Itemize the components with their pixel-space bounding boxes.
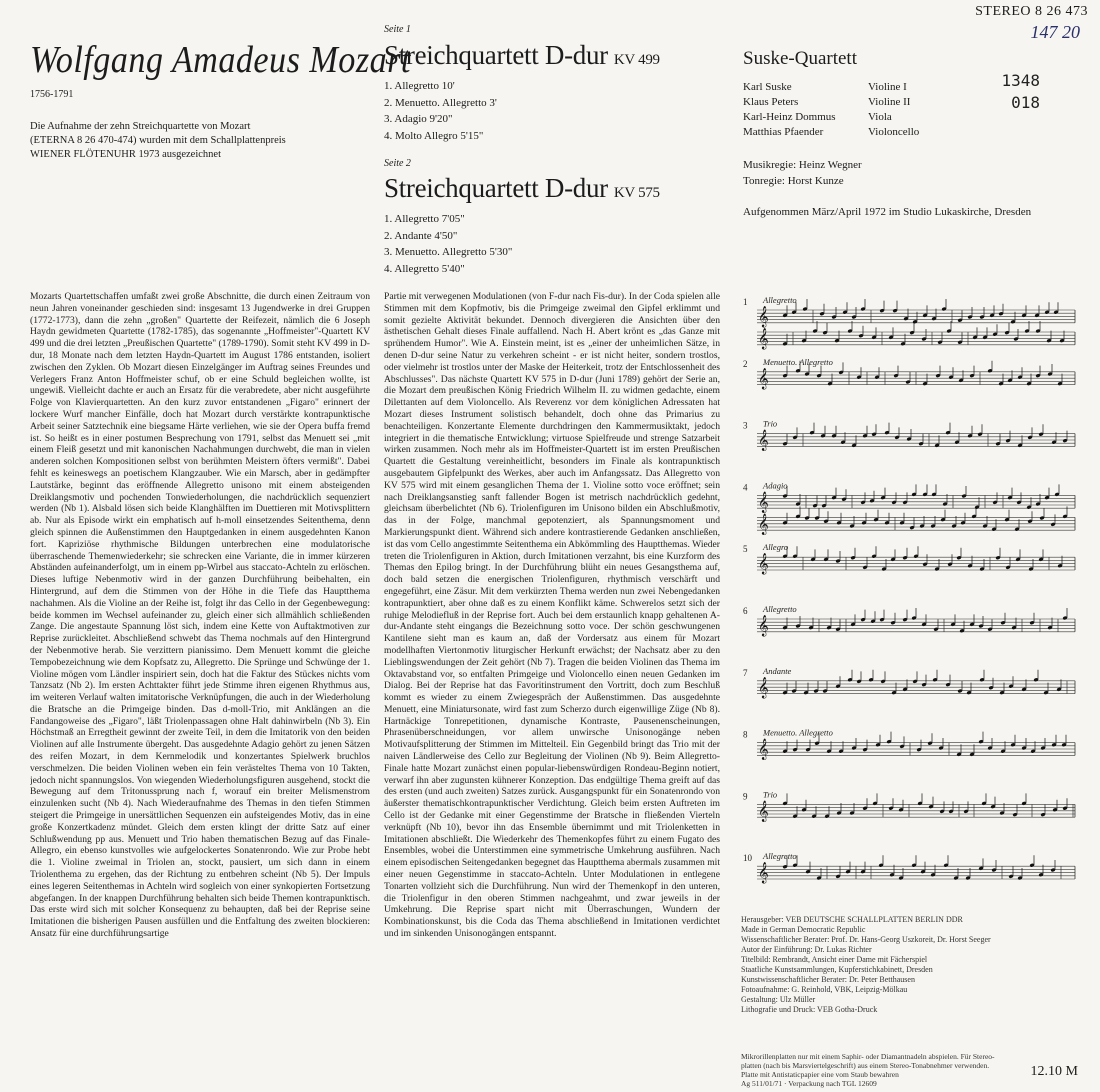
example-tempo: Menuetto. Allegretto	[763, 356, 833, 367]
composer-dates: 1756-1791	[30, 89, 74, 100]
music-example	[743, 604, 1075, 637]
publisher-info	[741, 915, 1081, 1015]
footnote-line: Platte mit Antistaticpapier eine vom Staub bewahren	[741, 1070, 899, 1079]
recording-info: Aufgenommen März/April 1972 im Studio Lukaskirche, Dresden	[743, 206, 1032, 218]
footnote-line: platten (nach bis Marsviertelgeschrift) aus einem Stereo-Tonabnehmer verwenden.	[741, 1061, 990, 1070]
example-number: 7	[743, 667, 748, 678]
movement-item: 4. Molto Allegro 5'15"	[384, 129, 484, 142]
music-example	[743, 542, 1075, 575]
example-number: 2	[743, 358, 748, 369]
movement-item: 4. Allegretto 5'40"	[384, 262, 465, 275]
music-example	[743, 419, 1075, 452]
ensemble-name: Suske-Quartett	[743, 48, 857, 69]
price-label: 12.10 M	[1030, 1064, 1078, 1079]
example-tempo: Allegro	[763, 542, 789, 553]
music-example	[743, 728, 1075, 761]
side1-label: Seite 1	[384, 24, 411, 35]
example-number: 6	[743, 606, 748, 616]
footnote-line: Mikrorillenplatten nur mit einem Saphir- oder Diamantnadeln abspielen. Für Stereo-	[741, 1052, 995, 1061]
example-tempo: Allegretto	[763, 604, 797, 614]
movement-item: 2. Menuetto. Allegretto 3'	[384, 96, 497, 109]
member-name: Klaus Peters	[743, 96, 799, 108]
member-name: Karl-Heinz Dommus	[743, 111, 836, 123]
example-tempo: Trio	[763, 418, 778, 429]
publisher-line: Wissenschaftlicher Berater: Prof. Dr. Hans-Georg Uszkoreit, Dr. Horst Seeger	[741, 935, 991, 944]
member-instrument: Viola	[868, 111, 892, 123]
member-name: Karl Suske	[743, 81, 792, 93]
example-number: 5	[743, 544, 748, 555]
production-credits	[743, 157, 862, 189]
publisher-line: Staatliche Kunstsammlungen, Kupferstichkabinett, Dresden	[741, 965, 933, 974]
example-tempo: Allegretto	[763, 295, 797, 305]
music-example	[743, 789, 1075, 822]
side1-title	[384, 40, 660, 71]
clef-icon: 𝄞	[758, 800, 769, 822]
clef-icon: 𝄞	[758, 739, 769, 761]
sound-direction: Tonregie: Horst Kunze	[743, 175, 844, 187]
award-note-line: (ETERNA 8 26 470-474) wurden mit dem Schallplattenpreis	[30, 135, 286, 146]
liner-notes-column-1: Mozarts Quartettschaffen umfaßt zwei große Abschnitte, die durch einen Zeitraum von neun Jahren voneinander geschieden sind: insgesamt 13 Jugendwerke in drei Gruppen (1772-1773), dann die zehn „großen" Quartette der Reifezeit, nämlich die 6 Joseph Haydn gewidmeten Quartette (1782-1785), das sogenannte „Hoffmeister"-Quartett KV 499 und die drei letzten „Preußischen Quartette" (1789-1790). Somit steht KV 499 in D-dur, 18 Monate nach dem letzten Haydn-Quartett im August 1786 entstanden, isoliert zwischen den Zyklen. Ob Mozart diesen Einzelgänger im Auftrag seines Freundes und Verlegers Franz Anton Hoffmeister schuf, ob er eine Schuld begleichen wollte, ist ungewiß. Vielleicht dachte er auch an Ersatz für die verabredete, aber nicht ausgeführte Folge von Klavierquartetten. An den kurz zuvor entstandenen „Figaro" erinnert der lockere Wurf mancher Einfälle, doch hat Mozart durch verstärkte kontrapunktische Arbeit seiner Satztechnik eine biegsame Härte verliehen, wie sie der Opera buffa fremd ist. So heißt es in einer postumen Besprechung von 1791, selbst das Menuett sei „mit einem Fleiß gesetzt und mit kanonischen Nachahmungen durchwebt, die man in vielen anderen solchen Kompositionen selbst von berühmten Meistern öfters vermißt". Dabei fehlt es keineswegs an poetischem Klangzauber. Wie ein Marsch, aber in gedämpfter Lautstärke, beginnt das eröffnende Allegretto unisono mit einem absteigenden Dreiklangsmotiv und pochenden Tonwiederholungen, die nachdrücklich sequenziert werden (Nb 1). Alsbald lösen sich beide Klanghälften im Duettieren mit Motivsplittern ab. Nur als Episode wirkt ein emphatisch auf h-moll einsetzendes Seitenthema, denn gleich spinnen die Außenstimmen den Hauptgedanken in einem ausgedehnten Kanon fort. Kapriziöse rhythmische Bildungen unterbrechen eine modulatorische überraschende Themenwiederkehr; sie schrecken eine Variante, die in immer kürzeren Abständen aufeinanderfolgt, um in einem pp-Wirbel aus staccato-Achteln zu erlöschen. Dieses luftige Nebenmotiv wird in der ganzen Durchführung beibehalten, ein Hintergrund, auf dem die Stimmen von der Höhe in die Tiefe das Hauptthema nachahmen. Als die Violine an der Reihe ist, folgt ihr das Cello in der Gegenbewegung: beide kommen im Wechsel aufeinander zu, gleich einer sich allmählich schließenden Zange. Die angestaute Spannung löst sich, indem eine Kette von Auftaktmotiven zur Reprise zurückleitet. Abschließend schwebt das Thema nochmals auf den Hintergrund der Nebenmotive herab. Sie verzittern pianissimo. Dem Menuett kommt die gleiche Tempobezeichnung wie dem Kopfsatz zu, Allegretto. Die Sprünge und Schwünge der 1. Violine mögen vom Ländler inspiriert sein, doch hat die Faktur des Stückes nichts vom Tanzsatz (Nb 2). Im ersten Achttakter führt jede Stimme ihren eigenen Rhythmus aus, im weiteren Verlauf walten imitatorische Verknüpfungen, die auch in der Wiederholung die Bratsche an die Primgeige binden. Das d-moll-Trio, mit Anklängen an die Fandangoweise des „Figaro", läßt Triolenpassagen ohne Halt dahinwirbeln (Nb 3). Ein Höchstmaß an Erregtheit gewinnt der zweite Teil, in dem die Imitatorik von den beiden Violinen auf alle Instrumente übergeht. Das ausgedehnte Adagio gehört zu jenen Sätzen des reifen Mozart, in dem Kernmelodik und konzertantes Spielwerk bruchlos verschmelzen. Die beiden Violinen weben ein fein verästeltes Thema von 10 Takten, jedoch nicht spannungslos. Von wiegenden Wiederholungsfiguren ausgehend, stockt die Bewegung auf dem Tritonussprung nach f, worauf ein breiter Melismenstrom einzulenken sucht (Nb 4). Nach Wiederaufnahme des Themas in den tiefen Stimmen steigert die Primgeige in unersättlichen Sequenzen ein aufsteigendes Motiv, das in eine große Konzertkadenz mündet. Gleich dem ersten klingt der dritte Satz auf einer Schlußwendung pp aus. Menuett und Trio haben thematischen Bezug auf das Finale-Allegro, ein ebenso kunstvolles wie aufgelockertes Sonatenrondo. Wie zur Probe hebt die 1. Violine zweimal in Triolen an, stockt, pausiert, um sich dann in einem Triolenthema zu ergehen, das der Richtung zu entbehren scheint (Nb 5). Der Impuls eines legeren Seitenthemas in Achteln wird sogleich von einer synkopierten Fortsetzung abgefangen. In der knappen Durchführung behalten sich beide Themen kontrapunktisch. Das erste wird sich mit solcher Konsequenz zu behaupten, daß bei der Reprise seine Imitationen die bisherigen Pausen ausfüllen und die Entfaltung des zweiten blockieren: Ansatz für eine durchführungsartige	[30, 291, 370, 940]
member-name: Matthias Pfaender	[743, 126, 824, 138]
handwritten-note: 147 20	[1030, 22, 1080, 42]
clef-icon: 𝄞	[758, 491, 769, 513]
music-direction: Musikregie: Heinz Wegner	[743, 159, 862, 171]
publisher-line: Made in German Democratic Republic	[741, 925, 866, 934]
side2-movement-list	[384, 211, 512, 277]
side2-kv: KV 575	[613, 185, 660, 201]
member-row	[743, 110, 919, 125]
clef-icon: 𝄞	[758, 430, 769, 452]
publisher-line: Fotoaufnahme: G. Reinhold, VBK, Leipzig-Mölkau	[741, 985, 908, 994]
example-tempo: Allegretto	[763, 851, 797, 862]
music-examples-svg	[741, 292, 1077, 910]
clef-icon: 𝄞	[758, 513, 769, 535]
award-note	[30, 120, 370, 162]
clef-icon: 𝄞	[758, 862, 769, 884]
example-number: 8	[743, 729, 748, 740]
movement-item: 3. Adagio 9'20"	[384, 113, 453, 125]
movement-item: 1. Allegretto 10'	[384, 80, 455, 92]
publisher-line: Kunstwissenschaftlicher Berater: Dr. Peter Betthausen	[741, 975, 915, 984]
clef-icon: 𝄞	[758, 368, 769, 390]
publisher-line: Titelbild: Rembrandt, Ansicht einer Dame mit Fächerspiel	[741, 955, 928, 964]
movement-item: 2. Andante 4'50"	[384, 229, 458, 242]
example-number: 3	[743, 420, 748, 431]
side2-title-text: Streichquartett D-dur	[384, 173, 608, 203]
music-example	[743, 851, 1075, 884]
member-list	[743, 80, 919, 140]
publisher-line: Gestaltung: Ulz Müller	[741, 995, 816, 1004]
music-examples	[741, 292, 1077, 910]
example-tempo: Andante	[763, 665, 792, 676]
member-instrument: Violine II	[868, 96, 911, 108]
example-number: 10	[743, 853, 752, 864]
movement-item: 3. Menuetto. Allegretto 5'30"	[384, 246, 513, 258]
stamp-line: 018	[1011, 93, 1040, 112]
catalog-number: STEREO 8 26 473	[975, 4, 1088, 19]
example-tempo: Adagio	[763, 480, 788, 491]
clef-icon: 𝄞	[758, 615, 769, 637]
example-number: 9	[743, 791, 748, 802]
side1-movement-list	[384, 78, 497, 144]
inventory-stamp	[960, 70, 1040, 114]
music-example	[743, 295, 1075, 350]
example-number: 1	[743, 297, 748, 307]
example-number: 4	[743, 482, 748, 493]
music-example	[743, 357, 1075, 390]
music-example	[743, 480, 1075, 535]
member-row	[743, 80, 919, 95]
movement-item: 1. Allegretto 7'05"	[384, 213, 465, 225]
publisher-line: Lithografie und Druck: VEB Gotha-Druck	[741, 1005, 878, 1014]
clef-icon: 𝄞	[758, 677, 769, 699]
member-row	[743, 95, 919, 110]
side1-kv: KV 499	[613, 52, 660, 68]
stamp-line: 1348	[1001, 71, 1040, 90]
side1-title-text: Streichquartett D-dur	[384, 40, 608, 70]
music-example	[743, 666, 1075, 699]
clef-icon: 𝄞	[758, 328, 769, 350]
award-note-line: WIENER FLÖTENUHR 1973 ausgezeichnet	[30, 149, 221, 160]
member-instrument: Violoncello	[868, 126, 920, 138]
liner-notes-column-2: Partie mit verwegenen Modulationen (von F-dur nach Fis-dur). In der Coda spielen alle Stimmen mit dem Kopfmotiv, bis die Primgeige zweimal den Gipfel erklimmt und somit gezielte Aktivität bekundet. Dennoch divergieren die Ansichten über den ästhetischen Gehalt dieses Finale auffallend. Nach H. Abert krönt es „das Ganze mit sprühendem Humor". Wie A. Einstein meint, ist es „einer der unheimlichen Sätze, in denen D-dur seine Natur zu verkehren scheint - er ist nicht heiter, sondern trostlos, oder vielmehr ist trostlos unter der Maske der Heiterkeit, trotz der Entschlossenheit des Abschlusses". Das nächste Quartett KV 575 in D-dur (Juni 1789) gehört der Serie an, die Mozart dem preußischen König Friedrich Wilhelm II. zu widmen gedachte, einem Dilettanten auf dem Violoncello. Als Reverenz vor dem königlichen Adressaten hat Mozart dieses Instrument solistisch behandelt, doch ohne das Primarius zu benachteiligen. Konzertante Elemente durchdringen den Kammermusiktakt, jedoch integriert in die thematische Entwicklung; virtuose Spielfreude und strenge Satzarbeit wirken zusammen. Noch mehr als im Hoffmeister-Quartett ist im ersten Preußischen Quartett die Gestaltung vereinheitlicht, besonders im Finale als kontrapunktisch ausgebautem Gipfelpunkt des Werkes, aber auch im Anfangssatz. Das Allegretto von KV 575 wird mit einem gesanglichen Thema der 1. Violine sotto voce eröffnet; sein nach Dreiklangsanstieg sanft fallender Bogen ist metrisch nachdrücklich gedehnt, gleichsam überbelichtet (Nb 6). Triolenfiguren im Unisono bilden ein Abschlußmotiv, das in der Folge, manchmal gepotenziert, als Spannungsmoment und Markierungspunkt dient. Während sich andere kontrastierende Gedanken anschließen, ist das vom Cello angestimmte Seitenthema ein Abkömmling des Hauptthemas. Wieder treten die Triolenfiguren in Aktion, durch Imitationen verzahnt, bis eine Kurzform des Themas den Epilog bringt. In der Durchführung blüht ein neues Gesangsthema auf, doch bald setzen die energischen Triolenfiguren, rhythmisch verschärft und engegeführt, eine Zäsur. Mit dem verkürzten Thema werden nun zwei Nebengedanken kontrapunktiert, aber ohne daß es zu einem Konflikt käme. Schwerelos setzt sich der ruhige Melodiefluß in der Reprise fort. Auch bei dem erstaunlich knapp gehaltenen A-dur-Andante steht eingangs die Bezeichnung sotto voce. Der schön geschwungenen Kantilene sieht man es kaum an, daß der Vordersatz aus einem für Mozart modellhaften Viertonmotiv liturgischer Herkunft erwächst; der Nachsatz aber zu den Lieblingswendungen der Zeit gehört (Nb 7). Tragen die beiden Violinen das Thema im Oktavabstand vor, so entfalten Primgeige und Violoncello einen neuen Gedanken im Dialog. Bei der Reprise hat das Favoritinstrument den Vortritt, doch zum Beschluß kommt es wieder zu einem Zwiegespräch der Außenstimmen. Das ausgedehnte Menuett, eine Miniatursonate, wird fast zum Scherzo durch eigenwillige Züge (Nb 8). Hartnäckige Tonrepetitionen, dynamische Kontraste, Pausenenscheinungen, Phrasenüberschneidungen, vor allem unwirsche Unisonogänge neben Motivaufsplitterung der Stimmen im Mittelteil. Ein Gegenbild bringt das Trio mit der naiven Ländlerweise des Cello zur Begleitung der Violinen (Nb 9). Beim Allegretto-Finale hatte Mozart zunächst einen popular-liebenswürdigen Rondeau-Beginn notiert, verwarf ihn aber zugunsten kühnerer Konzeption. Das endgültige Thema greift auf das des ersten (und auch zweiten) Satzes zurück. Ausgangspunkt für ein Sonatenrondo von äußerster thematischkontrapunktischer Verdichtung. Gleich beim ersten Auftreten im Cello ist der Gedanke mit einer Gegenstimme der Bratsche in fließenden Vierteln verknüpft (Nb 10), bevor ihn das Ensemble übernimmt und mit Triolenketten in Imitationen abschließt. Die Wiederkehr des Themenkopfes führt zu einem Fugato des Ensembles, wobei die Unterstimmen eine symmetrische Umkehrung ausführen. Nach einem episodischen Seitengedanken begegnet das Hauptthema abermals zusammen mit einer neuen Gegenstimme in staccato-Achteln. Unter Modulationen in entlegene Tonarten vollzieht sich die Durchführung. Nun wird der Themenkopf in den unteren, die Triolenfigur in den oberen Stimmen nachgeahmt, und zwar jeweils in der Umkehrung. Die Reprise spart nicht mit Überraschungen, Wundern der Kombinationskunst, bis die Coda das Thema abschließend in Imitationen verdichtet und im sinkenden Unisonogängen entspannt.	[384, 291, 720, 940]
composer-name: Wolfgang Amadeus Mozart	[30, 39, 411, 81]
award-note-line: Die Aufnahme der zehn Streichquartette von Mozart	[30, 121, 251, 132]
side2-title	[384, 173, 660, 204]
footnote-line: Ag 511/01/71 · Verpackung nach TGL 12609	[741, 1079, 877, 1088]
side2-label: Seite 2	[384, 158, 411, 169]
publisher-line: Herausgeber: VEB DEUTSCHE SCHALLPLATTEN BERLIN DDR	[741, 915, 963, 924]
example-tempo: Menuetto. Allegretto	[763, 727, 833, 738]
publisher-line: Autor der Einführung: Dr. Lukas Richter	[741, 945, 872, 954]
member-row	[743, 125, 919, 140]
clef-icon: 𝄞	[758, 553, 769, 575]
member-instrument: Violine I	[868, 81, 907, 93]
example-tempo: Trio	[763, 789, 778, 800]
clef-icon: 𝄞	[758, 306, 769, 328]
